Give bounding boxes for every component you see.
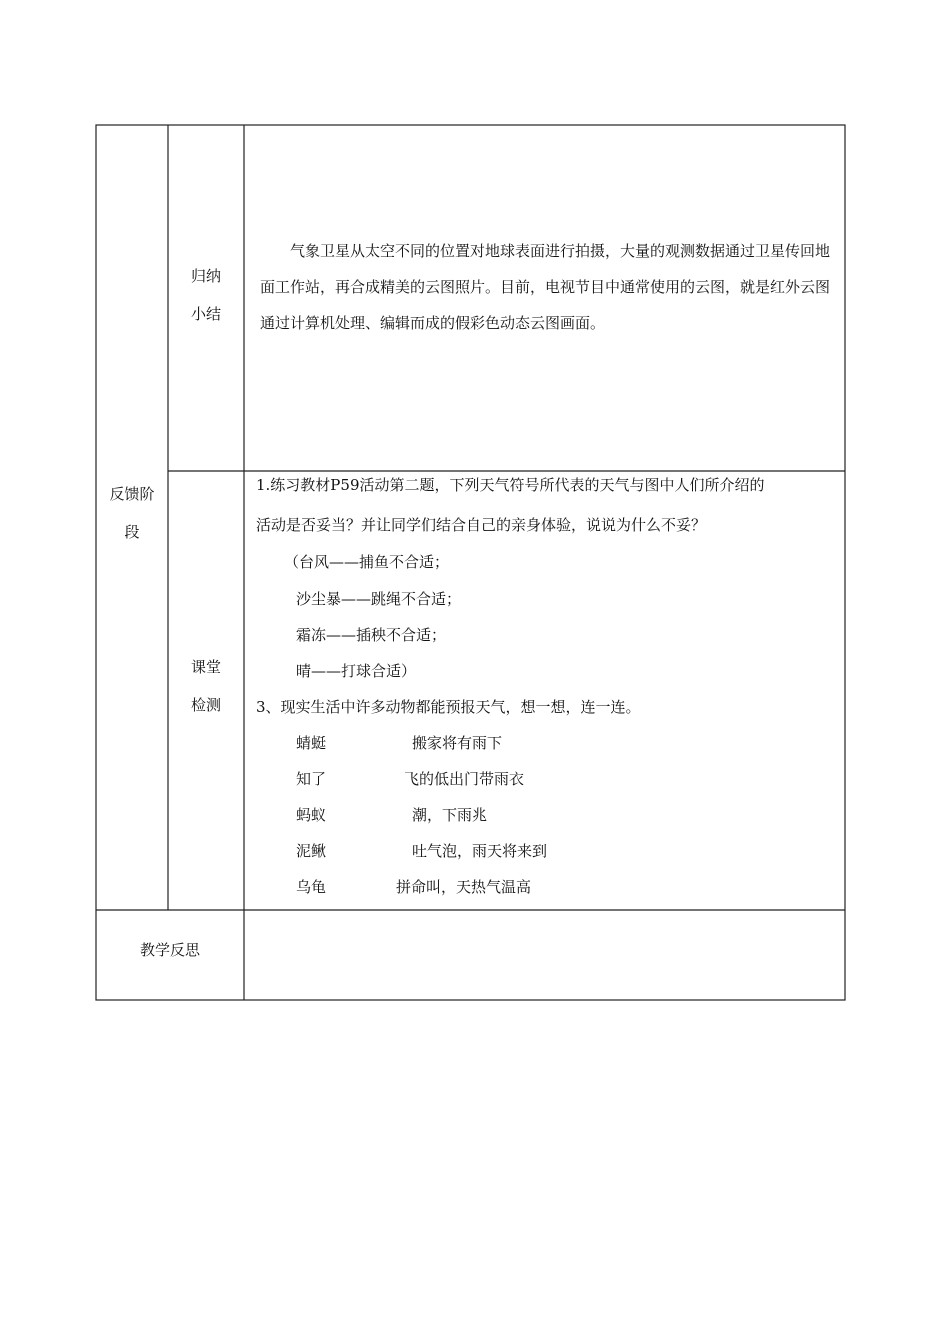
- pair-animal: 泥鳅: [296, 842, 327, 860]
- reflection-label: 教学反思: [139, 941, 200, 959]
- summary-text: 气象卫星从太空不同的位置对地球表面进行拍摄，大量的观测数据通过卫星传回地面工作站，再合成精美的云图照片。目前，电视节目中通常使用的云图，就是红外云图通过计算机处理、编辑而成的假彩色动态云图画面。: [260, 242, 831, 332]
- answer-line-3: 霜冻——插秧不合适；: [296, 626, 447, 644]
- pair-sign: 潮，下雨兆: [412, 806, 488, 824]
- pair-animal: 乌龟: [296, 878, 327, 896]
- answer-line-1: （台风——捕鱼不合适；: [284, 553, 450, 571]
- check-label-line1: 课堂: [190, 658, 221, 676]
- stage-label: [96, 475, 168, 551]
- pair-animal: 蜻蜓: [296, 734, 327, 752]
- answer-line-2: 沙尘暴——跳绳不合适；: [296, 590, 462, 608]
- summary-label-line2: 小结: [190, 305, 221, 323]
- check-label: [168, 648, 244, 724]
- pair-animal: 蚂蚁: [296, 806, 327, 824]
- pair-sign: 搬家将有雨下: [412, 734, 503, 752]
- stage-label-line1: 反馈阶: [109, 485, 155, 503]
- summary-label-line1: 归纳: [190, 267, 221, 285]
- reflection-content-cell[interactable]: [245, 911, 844, 999]
- summary-label: [168, 257, 244, 333]
- question-1-line-2: 活动是否妥当？并让同学们结合自己的亲身体验，说说为什么不妥？: [256, 516, 707, 534]
- pair-sign: 拼命叫，天热气温高: [396, 878, 532, 896]
- check-label-line2: 检测: [190, 696, 221, 714]
- stage-label-line2: 段: [124, 523, 140, 541]
- answer-line-4: 晴——打球合适）: [296, 662, 417, 680]
- question-3: 3、现实生活中许多动物都能预报天气，想一想，连一连。: [256, 698, 641, 716]
- question-1-line-1: 1.练习教材P59活动第二题，下列天气符号所代表的天气与图中人们所介绍的: [256, 476, 765, 494]
- pair-sign: 吐气泡，雨天将来到: [412, 842, 548, 860]
- pair-animal: 知了: [296, 770, 327, 788]
- pair-sign: 飞的低出门带雨衣: [404, 770, 525, 788]
